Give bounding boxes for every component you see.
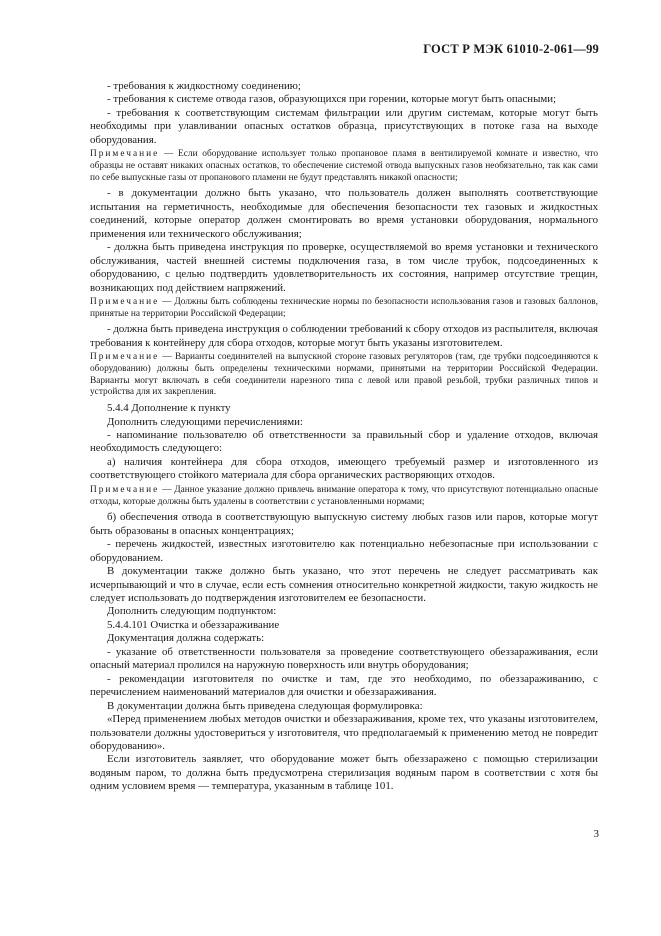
paragraph: Дополнить следующим подпунктом: [107, 605, 277, 618]
paragraph: - должна быть приведена инструкция по проверке, осуществляемой во время установки и технического обслуживания, частей внешней системы подключения газа, в том числе трубок, подсоединенных к оборудованию, с целью подтвердить удовлетворительность их состояния, например отсутствие трещин, возникающих под действием напряжений. [90, 241, 598, 294]
note-label: Примечание [90, 297, 160, 307]
page-number: 3 [593, 828, 599, 840]
note [90, 485, 598, 508]
note-label: Примечание [90, 149, 160, 160]
paragraph: Документация должна содержать: [107, 632, 265, 645]
note-text: — Данное указание должно привлечь внимание оператора к тому, что присутствуют потенциально опасные отходы, которые должны быть удалены в соответствии с установленными нормами; [90, 484, 598, 507]
paragraph: Дополнить следующими перечислениями: [107, 415, 303, 428]
note-label: Примечание [90, 484, 160, 495]
subsection-title: 5.4.4.101 Очистка и обеззараживание [107, 618, 280, 631]
paragraph: - указание об ответственности пользователя за проведение соответствующего обеззараживания, если опасный материал пролился на наружную поверхность или внутрь оборудования; [90, 645, 598, 672]
note-text: — Если оборудование использует только пропановое пламя в вентилируемой комнате и известно, что образцы не оставят никаких опасных остатков, то обеспечение системой отвода выпускных газов необязательно, так как сами по себе выпускные газы от пропанового пламени не будут представлять никакой опасности; [90, 149, 598, 183]
paragraph: - перечень жидкостей, известных изготовителю как потенциально небезопасные при использовании с оборудованием. [90, 538, 598, 564]
paragraph: - должна быть приведена инструкция о соблюдении требований к сбору отходов из распылителя, включая требования к контейнеру для сбора отходов, которые могут быть указаны изготовителем. [90, 323, 598, 349]
paragraph: В документации должна быть приведена следующая формулировка: [107, 699, 423, 712]
quote-paragraph: «Перед применением любых методов очистки и обеззараживания, кроме тех, что указаны изготовителем, пользователи должны удостовериться у изготовителя, что предполагаемый к применению метод не повредит оборудованию». [90, 713, 598, 752]
paragraph: - требования к системе отвода газов, образующихся при горении, которые могут быть опасными; [107, 93, 557, 106]
document-header: ГОСТ Р МЭК 61010-2-061—99 [423, 42, 599, 56]
paragraph: - в документации должно быть указано, что пользователь должен выполнять соответствующие испытания на герметичность, необходимые для обеспечения безопасности тех газовых и жидкостных соединений, которые оператор должен смонтировать во время установки оборудования, нормального применения или технического обслуживания; [90, 187, 598, 240]
section-title: 5.4.4 Дополнение к пункту [107, 402, 231, 415]
paragraph: - требования к жидкостному соединению; [107, 80, 301, 92]
paragraph: В документации также должно быть указано, что этот перечень не следует рассматривать как исчерпывающий и что в случае, если есть сомнения относительно конкретной жидкости, такую жидкость не следует использовать до подтверждения изготовителем ее безопасности. [90, 565, 598, 604]
paragraph: а) наличия контейнера для сбора отходов, имеющего требуемый размер и изготовленного из соответствующего стойкого материала для сбора органических растворяющих отходов. [90, 455, 598, 482]
paragraph: Если изготовитель заявляет, что оборудование может быть обеззаражено с помощью стерилизации водяным паром, то должна быть предусмотрена стерилизация водяным паром в соответствии с хотя бы одним условием время — температура, указанным в таблице 101. [90, 753, 598, 793]
paragraph: - рекомендации изготовителя по очистке и там, где это необходимо, по обеззараживанию, с перечислением наименований материалов для очистки и обеззараживания. [90, 672, 598, 699]
paragraph: б) обеспечения отвода в соответствующую выпускную систему любых газов или паров, которые могут быть образованы в опасных концентрациях; [90, 511, 598, 537]
paragraph: - требования к соответствующим системам фильтрации или другим системам, которые могут быть необходимы при улавливании опасных остатков образца, присутствующих в потоке газа на выходе оборудования. [90, 106, 598, 146]
note [90, 297, 598, 320]
note-text: — Должны быть соблюдены технические нормы по безопасности использования газов и газовых баллонов, принятые на территории Российской Федерации; [90, 297, 598, 319]
note-label: Примечание [90, 352, 160, 363]
paragraph: - напоминание пользователю об ответственности за правильный сбор и удаление отходов, включая необходимость следующего: [90, 429, 598, 455]
document-body [90, 80, 598, 794]
note [90, 149, 598, 184]
note [90, 352, 598, 399]
note-text: — Варианты соединителей на выпускной стороне газовых регуляторов (там, где трубки подсоединяются к оборудованию) должны быть определены техническими нормами, принятыми на территории Российской Федерации. Варианты могут включать в себя соединители нарезного типа с левой или правой резьбой, трубки различных типов и устройства для их закрепления. [90, 352, 598, 398]
